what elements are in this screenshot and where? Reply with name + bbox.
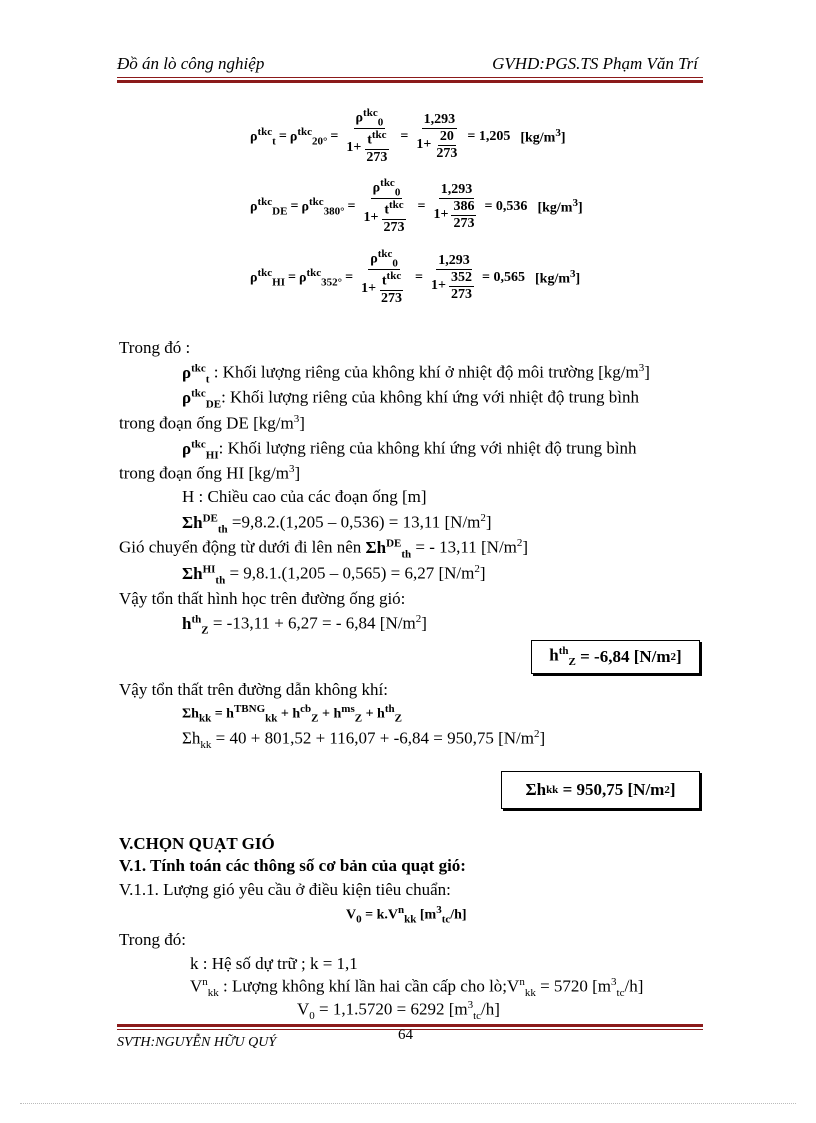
- text-trong-do-2: Trong đó:: [119, 930, 186, 949]
- header-right: GVHD:PGS.TS Phạm Văn Trí: [492, 54, 698, 73]
- equation-hz: $h^{th}_Z = -13,11 + 6,27$ = - 6,84 $[N/m^2]$: [182, 613, 427, 637]
- definition-rho-hi: $\rho^{tkc}_{HI}$: Khối lượng riêng của không khí ứng với nhiệt độ trung bình: [182, 438, 637, 462]
- text-doan-ong-hi: trong đoạn ống HI $[kg/m^3]$: [119, 463, 301, 483]
- definition-vkk: $V^n_{kk}$ : Lượng không khí lần hai cần cấp cho $lò;V^n_{kk} = 5720$ $[m^3_{tc}/h]$: [190, 976, 644, 1000]
- definition-rho-t: $\rho^{tkc}_t$ : Khối lượng riêng của không khí ở nhiệt độ môi trường $[kg/m^3]$: [182, 362, 650, 386]
- header-rule-thick: [117, 80, 703, 83]
- definition-k: k : Hệ số dự trữ ; k = 1,1: [190, 954, 358, 973]
- equation-sum-h-hi: $\Sigma h^{HI}_{th} = 9,8.1.(1,205 - 0,565) = 6,27$ $[N/m^2]$: [182, 563, 486, 587]
- definition-rho-de: $\rho^{tkc}_{DE}$: Khối lượng riêng của không khí ứng với nhiệt độ trung bình: [182, 387, 639, 411]
- equation-sum-hkk: $\Sigma h_{kk} = 40 + 801,52 + 116,07 + -6,84 = 950,75$ $[N/m^2]$: [182, 728, 546, 752]
- subsubsection-heading: V.1.1. Lượng gió yêu cầu ở điều kiện tiêu chuẩn:: [119, 880, 451, 899]
- text-gio-chuyen-dong: Gió chuyển động từ dưới đi lên nên $\Sigma h^{DE}_{th}$ = - 13,11 $[N/m^2]$: [119, 537, 529, 561]
- equation-sum-h-components: $\Sigma h_{kk} = h^{TBNG}_{kk} + h^{cb}_Z + h^{ms}_Z + h^{th}_Z$: [182, 703, 402, 725]
- result-box-sum-hkk: Σh kk = 950,75 [N/m 2 ]: [501, 771, 700, 809]
- equation-rho-hi: $\rho^{tkc}_{HI}$ = $\rho^{tkc}_{352^\circ}$ = $\rho^{tkc}_0$ 1+ $\frac{t^{tkc}}{273}$ = 1,293 1+ $\frac{352}{273}$ = 0,565 $[kg/m^3]$: [250, 248, 581, 307]
- equation-v0: $V_0 = k.V^n_{kk}$ $[m^3_{tc}/h]$: [346, 904, 467, 926]
- equation-v0-value: $V_0 = 1,1.5720 = 6292$ $[m^3_{tc}/h]$: [297, 999, 500, 1023]
- section-heading-chon-quat-gio: V.CHỌN QUẠT GIÓ: [119, 834, 275, 853]
- page-number: 64: [398, 1027, 413, 1043]
- header-rule: [117, 77, 703, 78]
- footer-author: SVTH:NGUYỄN HỮU QUÝ: [117, 1035, 277, 1050]
- equation-rho-t: $\rho^{tkc}_t$ = $\rho^{tkc}_{20^\circ}$ = $\rho^{tkc}_0$ 1+ $\frac{t^{tkc}}{273}$ = 1,293 1+ $\frac{20}{273}$ = 1,205 $[kg/m^3]$: [250, 107, 566, 166]
- text-ton-that-hinh-hoc: Vậy tổn thất hình học trên đường ống gió:: [119, 589, 406, 608]
- page-boundary: [20, 1103, 796, 1104]
- text-ton-that-duong-dan: Vậy tổn thất trên đường dẫn không khí:: [119, 680, 388, 699]
- subsection-heading: V.1. Tính toán các thông số cơ bản của quạt gió:: [119, 856, 466, 875]
- definition-h: H : Chiều cao của các đoạn ống [m]: [182, 487, 427, 506]
- equation-rho-de: $\rho^{tkc}_{DE}$ = $\rho^{tkc}_{380^\circ}$ = $\rho^{tkc}_0$ 1+ $\frac{t^{tkc}}{273}$ = 1,293 1+ $\frac{386}{273}$ = 0,536 $[kg/m^3]$: [250, 177, 583, 236]
- result-box-hz: $h^{th}_Z$ = -6,84 [N/m 2 ]: [531, 640, 700, 674]
- header-left: Đồ án lò công nghiệp: [117, 54, 265, 73]
- text-trong-do: Trong đó :: [119, 338, 191, 357]
- text-doan-ong-de: trong đoạn ống DE $[kg/m^3]$: [119, 413, 305, 433]
- equation-sum-h-de: $\Sigma h^{DE}_{th} =9,8.2.(1,205 - 0,536) = 13,11$ $[N/m^2]$: [182, 512, 492, 536]
